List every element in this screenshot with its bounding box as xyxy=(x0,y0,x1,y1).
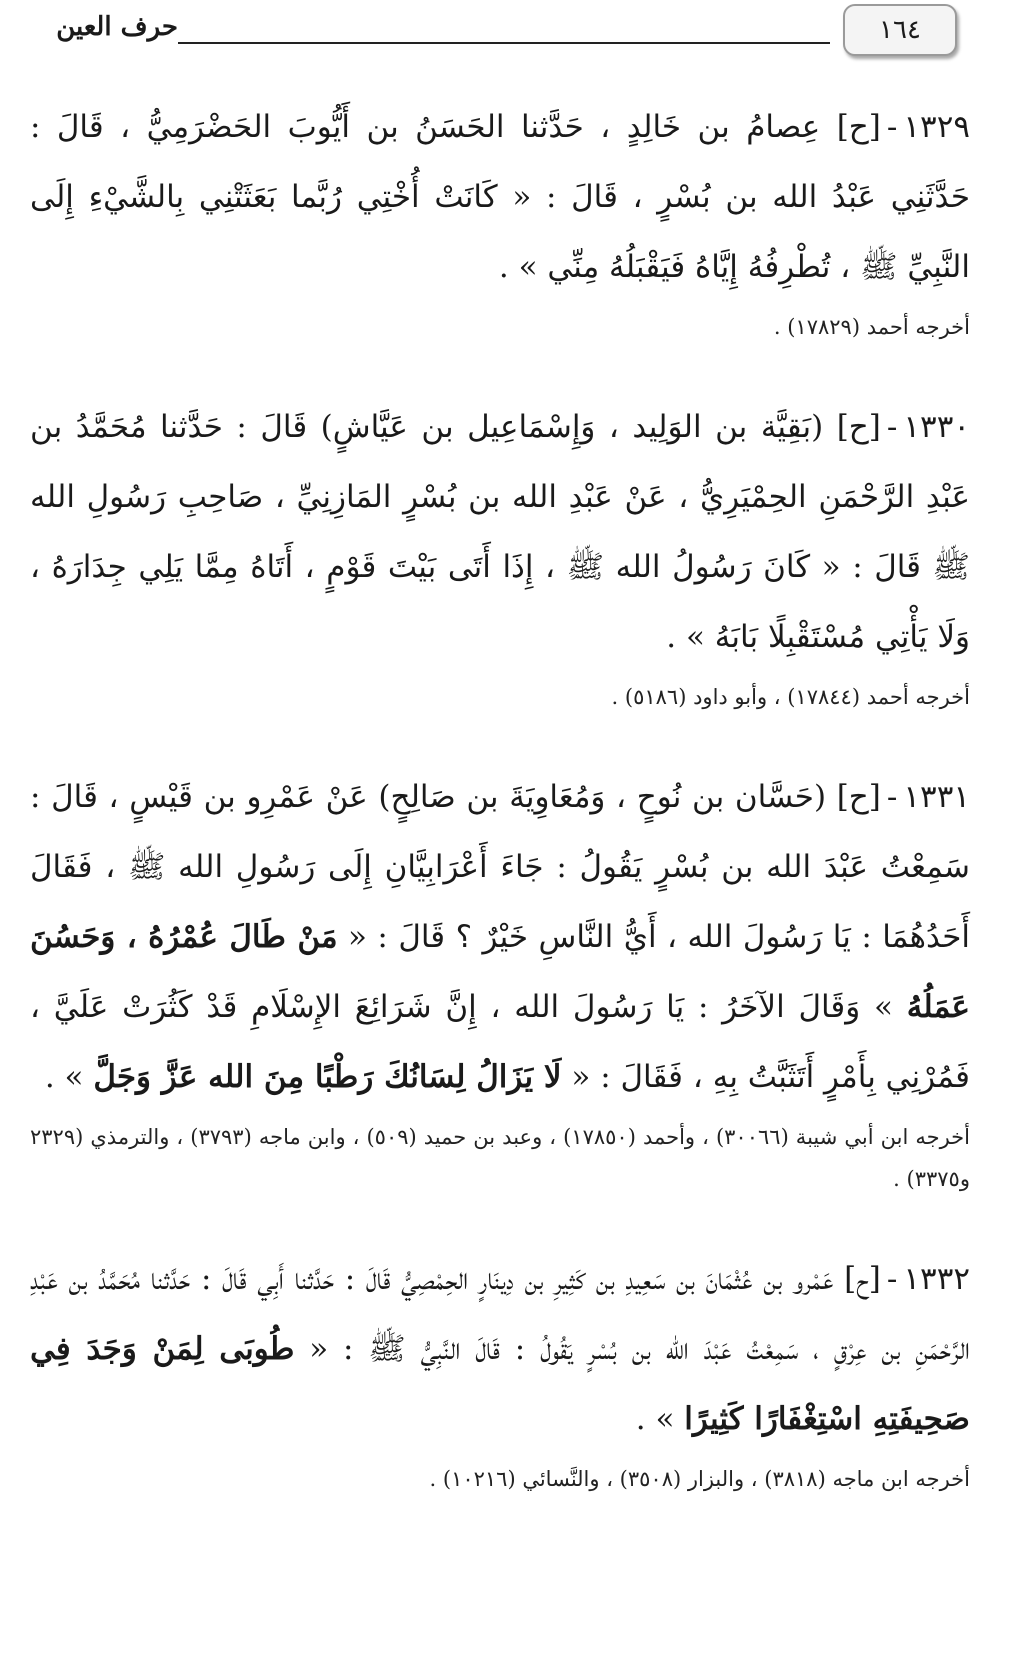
hadith-takhrij: أخرجه أحمد (١٧٨٤٤) ، وأبو داود (٥١٨٦) . xyxy=(611,685,970,709)
hadith-takhrij: أخرجه ابن أبي شيبة (٣٠٠٦٦) ، وأحمد (١٧٨٥٠) ، وعبد بن حميد (٥٠٩) ، وابن ماجه (٣٧٩٣) ، والترمذي (٢٣٢٩ و٣٣٧٥) . xyxy=(30,1125,970,1191)
prophetic-saying: مَنْ طَالَ عُمْرُهُ ، وَحَسُنَ عَمَلُهُ xyxy=(30,919,970,1025)
hadith-body: [ح] (بَقِيَّة بن الوَلِيد ، وَإِسْمَاعِيل بن عَيَّاشٍ) قَالَ : حَدَّثنا مُحَمَّدُ بن عَبْدِ الرَّحْمَنِ الحِمْيَرِيُّ ، عَنْ عَبْدِ الله بن بُسْرٍ المَازِنِيِّ ، صَاحِبِ رَسُولِ الله ﷺ قَالَ : « كَانَ رَسُولُ الله ﷺ ، إِذَا أَتَى بَيْتَ قَوْمٍ ، أَتَاهُ مِمَّا يَلِي جِدَارَهُ ، وَلَا يَأْتِي مُسْتَقْبِلًا بَابَهُ » . xyxy=(30,409,970,655)
hadith-text xyxy=(30,1244,970,1454)
hadith-body: » . xyxy=(44,1059,94,1095)
hadith-number: ١٣٣٢ xyxy=(903,1261,970,1297)
hadith-1330 xyxy=(30,392,970,718)
header-rule xyxy=(178,42,830,44)
hadith-number: ١٣٢٩ xyxy=(903,109,970,145)
prophetic-saying: لَا يَزَالُ لِسَانُكَ رَطْبًا مِنَ الله عَزَّ وَجَلَّ xyxy=(93,1059,562,1095)
hadith-takhrij: أخرجه ابن ماجه (٣٨١٨) ، والبزار (٣٥٠٨) ، والنَّسائي (١٠٢١٦) . xyxy=(429,1467,970,1491)
hadith-number: ١٣٣١ xyxy=(903,779,970,815)
prophetic-saying: طُوبَى لِمَنْ وَجَدَ فِي صَحِيفَتِهِ اسْتِغْفَارًا كَثِيرًا xyxy=(30,1331,970,1437)
hadith-1329 xyxy=(30,92,970,348)
hadith-body: [ح] (حَسَّان بن نُوحٍ ، وَمُعَاوِيَةَ بن صَالِحٍ) عَنْ عَمْرِو بن قَيْسٍ ، قَالَ : سَمِعْتُ عَبْدَ الله بن بُسْرٍ يَقُولُ : جَاءَ أَعْرَابِيَّانِ إِلَى رَسُولِ الله ﷺ ، فَقَالَ أَحَدُهُمَا : يَا رَسُولَ الله ، أَيُّ النَّاسِ خَيْرٌ ؟ قَالَ : « xyxy=(30,779,970,955)
page-number-text: ١٦٤ xyxy=(879,15,921,45)
chapter-title: حرف العين xyxy=(56,12,178,42)
hadith-body: [ح] عَمْرو بن عُثْمَانَ بن سَعِيدِ بن كَثِيرِ بن دِينَارٍ الحِمْصِيُّ قَالَ : حَدَّثنا أَبِي قَالَ : حَدَّثنا مُحَمَّدُ بن عَبْدِ الرَّحْمَنِ بن عِرْقٍ ، سَمِعْتُ عَبْدَ الله بن بُسْرٍ يَقُولُ : قَالَ النَّبِيُّ ﷺ : « xyxy=(30,1261,970,1367)
hadith-text xyxy=(30,762,970,1112)
page-header xyxy=(0,0,1010,70)
hadith-number: ١٣٣٠ xyxy=(903,409,970,445)
hadith-text xyxy=(30,92,970,302)
hadith-body: » وَقَالَ الآخَرُ : يَا رَسُولَ الله ، إِنَّ شَرَائِعَ الإِسْلَامِ قَدْ كَثُرَتْ عَلَيَّ ، فَمُرْنِي بِأَمْرٍ أَتَثَبَّتُ بِهِ ، فَقَالَ : « xyxy=(30,989,970,1095)
spacer xyxy=(30,1200,970,1244)
hadith-separator: - xyxy=(886,409,898,445)
spacer xyxy=(30,718,970,762)
hadith-body: [ح] عِصامُ بن خَالِدٍ ، حَدَّثنا الحَسَنُ بن أَيُّوبَ الحَضْرَمِيُّ ، قَالَ : حَدَّثَنِي عَبْدُ الله بن بُسْرٍ ، قَالَ : « كَانَتْ أُخْتِي رُبَّما بَعَثَتْنِي بِالشَّيْءِ إِلَى النَّبِيِّ ﷺ ، تُطْرِفُهُ إِيَّاهُ فَيَقْبَلُهُ مِنِّي » . xyxy=(30,109,970,285)
hadith-body: » . xyxy=(635,1401,685,1437)
hadith-separator: - xyxy=(886,779,898,815)
hadith-1331 xyxy=(30,762,970,1200)
page-number xyxy=(843,4,957,56)
hadith-takhrij: أخرجه أحمد (١٧٨٢٩) . xyxy=(773,315,970,339)
hadith-text xyxy=(30,392,970,672)
hadith-separator: - xyxy=(886,1261,898,1297)
hadith-1332 xyxy=(30,1244,970,1500)
page-content xyxy=(30,92,970,1500)
spacer xyxy=(30,348,970,392)
hadith-separator: - xyxy=(886,109,898,145)
